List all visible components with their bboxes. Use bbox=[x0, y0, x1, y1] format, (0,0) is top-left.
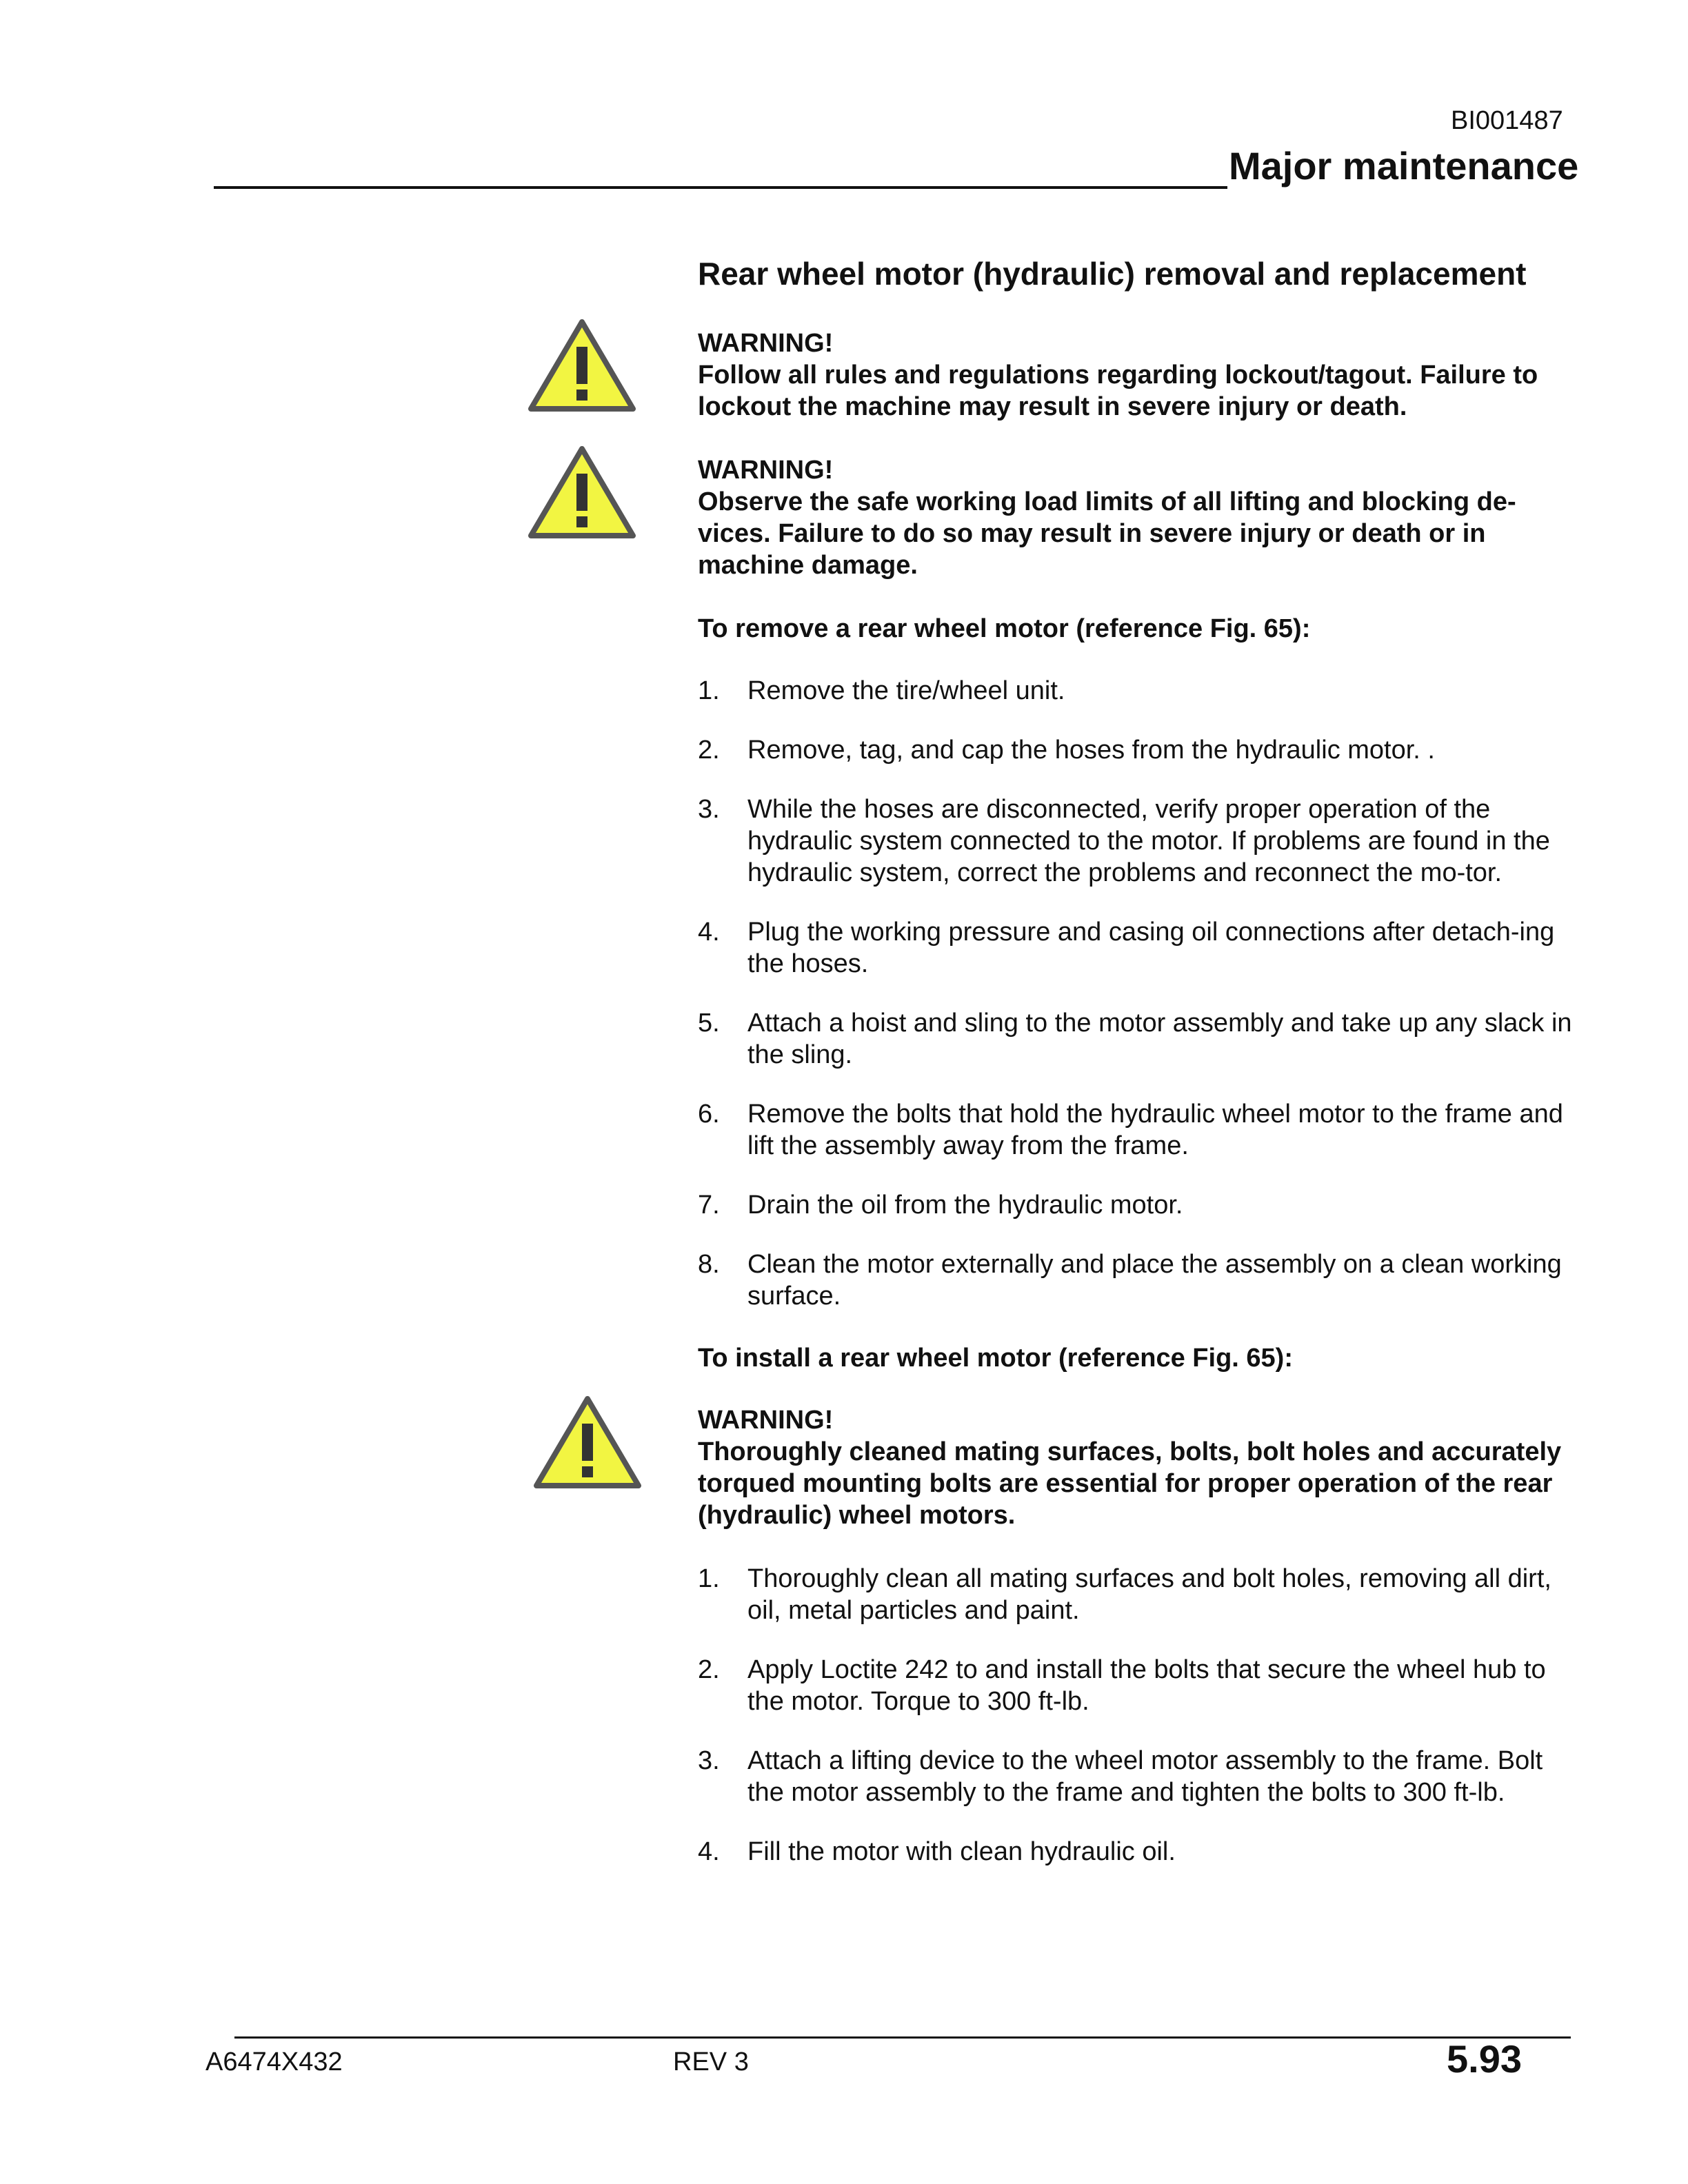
step-text: Clean the motor externally and place the assembly on a clean working surface. bbox=[747, 1250, 1562, 1311]
step-number: 8. bbox=[698, 1250, 720, 1280]
list-item bbox=[698, 675, 1575, 707]
remove-steps-list bbox=[698, 675, 1575, 1312]
step-text: Drain the oil from the hydraulic motor. bbox=[747, 1191, 1183, 1220]
list-item bbox=[698, 793, 1575, 889]
warning-block bbox=[698, 454, 1575, 581]
step-text: Attach a hoist and sling to the motor assembly and take up any slack in the sling. bbox=[747, 1009, 1572, 1070]
warning-label: WARNING! bbox=[698, 456, 834, 485]
list-item bbox=[698, 916, 1575, 980]
doc-id: BI001487 bbox=[1451, 106, 1563, 135]
step-text: Apply Loctite 242 to and install the bolts that secure the wheel hub to the motor. Torque to 300 ft-lb. bbox=[747, 1655, 1546, 1717]
footer-revision: REV 3 bbox=[673, 2048, 749, 2076]
remove-heading: To remove a rear wheel motor (reference Fig. 65): bbox=[698, 614, 1311, 644]
list-item bbox=[698, 1745, 1575, 1808]
step-text: Attach a lifting device to the wheel motor assembly to the frame. Bolt the motor assembly to the frame and tighten the bolts to 300 ft-lb. bbox=[747, 1746, 1543, 1808]
step-text: Remove the tire/wheel unit. bbox=[747, 676, 1065, 706]
footer-rule bbox=[234, 2036, 1571, 2039]
step-number: 3. bbox=[698, 1746, 720, 1776]
header-rule bbox=[214, 186, 1227, 189]
warning-triangle-icon bbox=[527, 318, 637, 414]
list-item bbox=[698, 1189, 1575, 1221]
warning-block bbox=[698, 1404, 1575, 1531]
step-text: Thoroughly clean all mating surfaces and bolt holes, removing all dirt, oil, metal particles and paint. bbox=[747, 1564, 1551, 1626]
list-item bbox=[698, 1563, 1575, 1626]
warning-triangle-icon bbox=[532, 1395, 643, 1491]
warning-text: Thoroughly cleaned mating surfaces, bolts, bolt holes and accurately torqued mounting bolts are essential for proper operation of the rear (hydraulic) wheel motors. bbox=[698, 1437, 1562, 1530]
warning-text: Follow all rules and regulations regarding lockout/tagout. Failure to lockout the machine may result in severe injury or death. bbox=[698, 361, 1538, 422]
step-number: 5. bbox=[698, 1009, 720, 1038]
list-item bbox=[698, 1836, 1575, 1868]
step-number: 1. bbox=[698, 1564, 720, 1594]
list-item bbox=[698, 1007, 1575, 1071]
install-heading: To install a rear wheel motor (reference Fig. 65): bbox=[698, 1344, 1293, 1373]
page-heading: Rear wheel motor (hydraulic) removal and replacement bbox=[698, 256, 1527, 292]
warning-label: WARNING! bbox=[698, 329, 834, 358]
warning-label: WARNING! bbox=[698, 1406, 834, 1435]
step-text: Fill the motor with clean hydraulic oil. bbox=[747, 1837, 1176, 1867]
install-steps-list bbox=[698, 1563, 1575, 1868]
list-item bbox=[698, 1098, 1575, 1162]
warning-block bbox=[698, 327, 1575, 423]
step-number: 2. bbox=[698, 736, 720, 765]
list-item bbox=[698, 1248, 1575, 1312]
main-content bbox=[698, 255, 1575, 1898]
step-number: 4. bbox=[698, 918, 720, 947]
step-text: Remove the bolts that hold the hydraulic wheel motor to the frame and lift the assembly away from the frame. bbox=[747, 1100, 1563, 1161]
step-text: While the hoses are disconnected, verify proper operation of the hydraulic system connected to the motor. If problems are found in the hydraulic system, correct the problems and reconnect the mo-tor. bbox=[747, 795, 1550, 888]
section-title: Major maintenance bbox=[1229, 144, 1579, 188]
page-number: 5.93 bbox=[1447, 2037, 1522, 2081]
list-item bbox=[698, 734, 1575, 766]
step-text: Remove, tag, and cap the hoses from the hydraulic motor. . bbox=[747, 736, 1435, 765]
step-number: 4. bbox=[698, 1837, 720, 1867]
step-number: 6. bbox=[698, 1100, 720, 1129]
step-number: 1. bbox=[698, 676, 720, 706]
footer-doc-number: A6474X432 bbox=[205, 2048, 343, 2076]
list-item bbox=[698, 1654, 1575, 1717]
step-number: 3. bbox=[698, 795, 720, 825]
warning-text: Observe the safe working load limits of all lifting and blocking de-vices. Failure to do so may result in severe injury or death or in machine damage. bbox=[698, 487, 1516, 580]
step-number: 2. bbox=[698, 1655, 720, 1685]
step-number: 7. bbox=[698, 1191, 720, 1220]
warning-triangle-icon bbox=[527, 445, 637, 541]
step-text: Plug the working pressure and casing oil connections after detach-ing the hoses. bbox=[747, 918, 1555, 979]
